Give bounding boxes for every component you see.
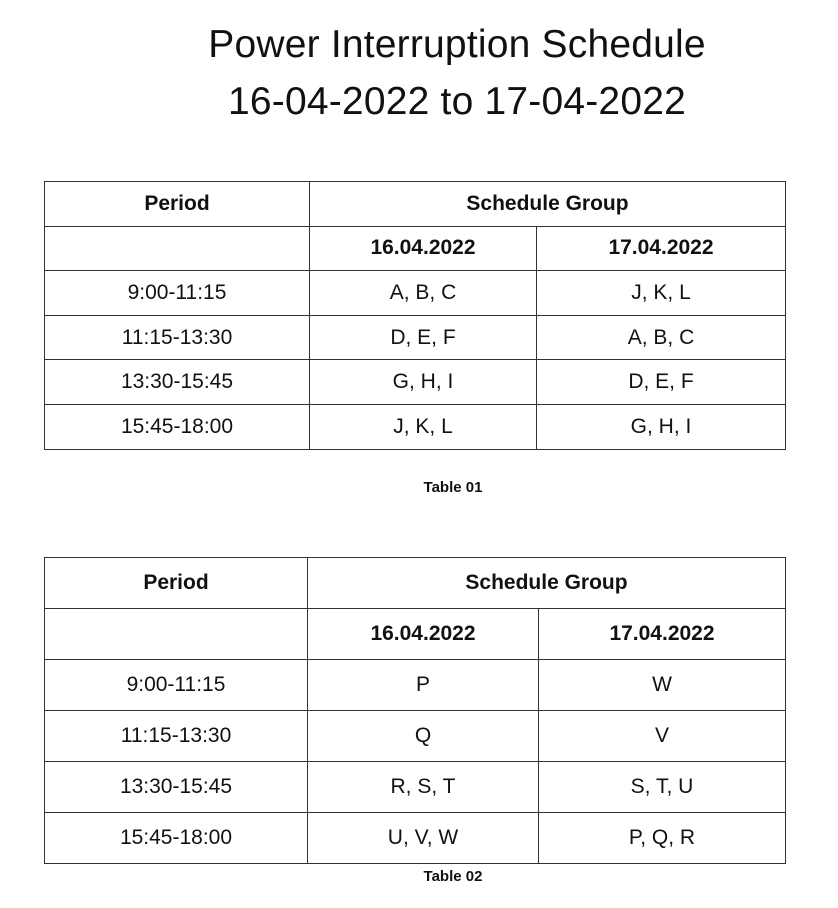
group-cell-date-2: S, T, U bbox=[539, 762, 786, 813]
table-date-row bbox=[45, 226, 786, 271]
period-cell: 9:00-11:15 bbox=[45, 271, 310, 316]
group-cell-date-2: V bbox=[539, 711, 786, 762]
table-row bbox=[45, 711, 786, 762]
period-cell: 13:30-15:45 bbox=[45, 762, 308, 813]
group-cell-date-2: D, E, F bbox=[537, 360, 786, 405]
page-title: Power Interruption Schedule bbox=[208, 23, 706, 66]
group-cell-date-1: R, S, T bbox=[308, 762, 539, 813]
header-date-2: 17.04.2022 bbox=[537, 226, 786, 271]
schedule-table-01 bbox=[44, 181, 786, 450]
period-cell: 15:45-18:00 bbox=[45, 813, 308, 864]
group-cell-date-2: P, Q, R bbox=[539, 813, 786, 864]
table-header-row bbox=[45, 558, 786, 609]
group-cell-date-2: W bbox=[539, 660, 786, 711]
table-row bbox=[45, 762, 786, 813]
header-period: Period bbox=[45, 182, 310, 227]
table-row bbox=[45, 813, 786, 864]
header-schedule-group: Schedule Group bbox=[310, 182, 786, 227]
period-cell: 15:45-18:00 bbox=[45, 404, 310, 449]
header-empty-cell bbox=[45, 609, 308, 660]
header-schedule-group: Schedule Group bbox=[308, 558, 786, 609]
table-caption-01: Table 01 bbox=[423, 479, 483, 496]
table-header-row bbox=[45, 182, 786, 227]
table-row bbox=[45, 271, 786, 316]
table-date-row bbox=[45, 609, 786, 660]
period-cell: 13:30-15:45 bbox=[45, 360, 310, 405]
table-row bbox=[45, 404, 786, 449]
group-cell-date-1: A, B, C bbox=[310, 271, 537, 316]
page-subtitle-date-range: 16-04-2022 to 17-04-2022 bbox=[228, 80, 686, 123]
table-caption-02: Table 02 bbox=[423, 868, 483, 885]
group-cell-date-1: D, E, F bbox=[310, 315, 537, 360]
header-date-1: 16.04.2022 bbox=[308, 609, 539, 660]
table-row bbox=[45, 360, 786, 405]
group-cell-date-1: Q bbox=[308, 711, 539, 762]
period-cell: 11:15-13:30 bbox=[45, 711, 308, 762]
period-cell: 11:15-13:30 bbox=[45, 315, 310, 360]
table-row bbox=[45, 315, 786, 360]
group-cell-date-2: J, K, L bbox=[537, 271, 786, 316]
header-period: Period bbox=[45, 558, 308, 609]
period-cell: 9:00-11:15 bbox=[45, 660, 308, 711]
group-cell-date-2: A, B, C bbox=[537, 315, 786, 360]
header-date-1: 16.04.2022 bbox=[310, 226, 537, 271]
group-cell-date-1: G, H, I bbox=[310, 360, 537, 405]
header-empty-cell bbox=[45, 226, 310, 271]
header-date-2: 17.04.2022 bbox=[539, 609, 786, 660]
group-cell-date-1: J, K, L bbox=[310, 404, 537, 449]
schedule-table-02 bbox=[44, 557, 786, 864]
group-cell-date-1: P bbox=[308, 660, 539, 711]
group-cell-date-2: G, H, I bbox=[537, 404, 786, 449]
group-cell-date-1: U, V, W bbox=[308, 813, 539, 864]
table-row bbox=[45, 660, 786, 711]
